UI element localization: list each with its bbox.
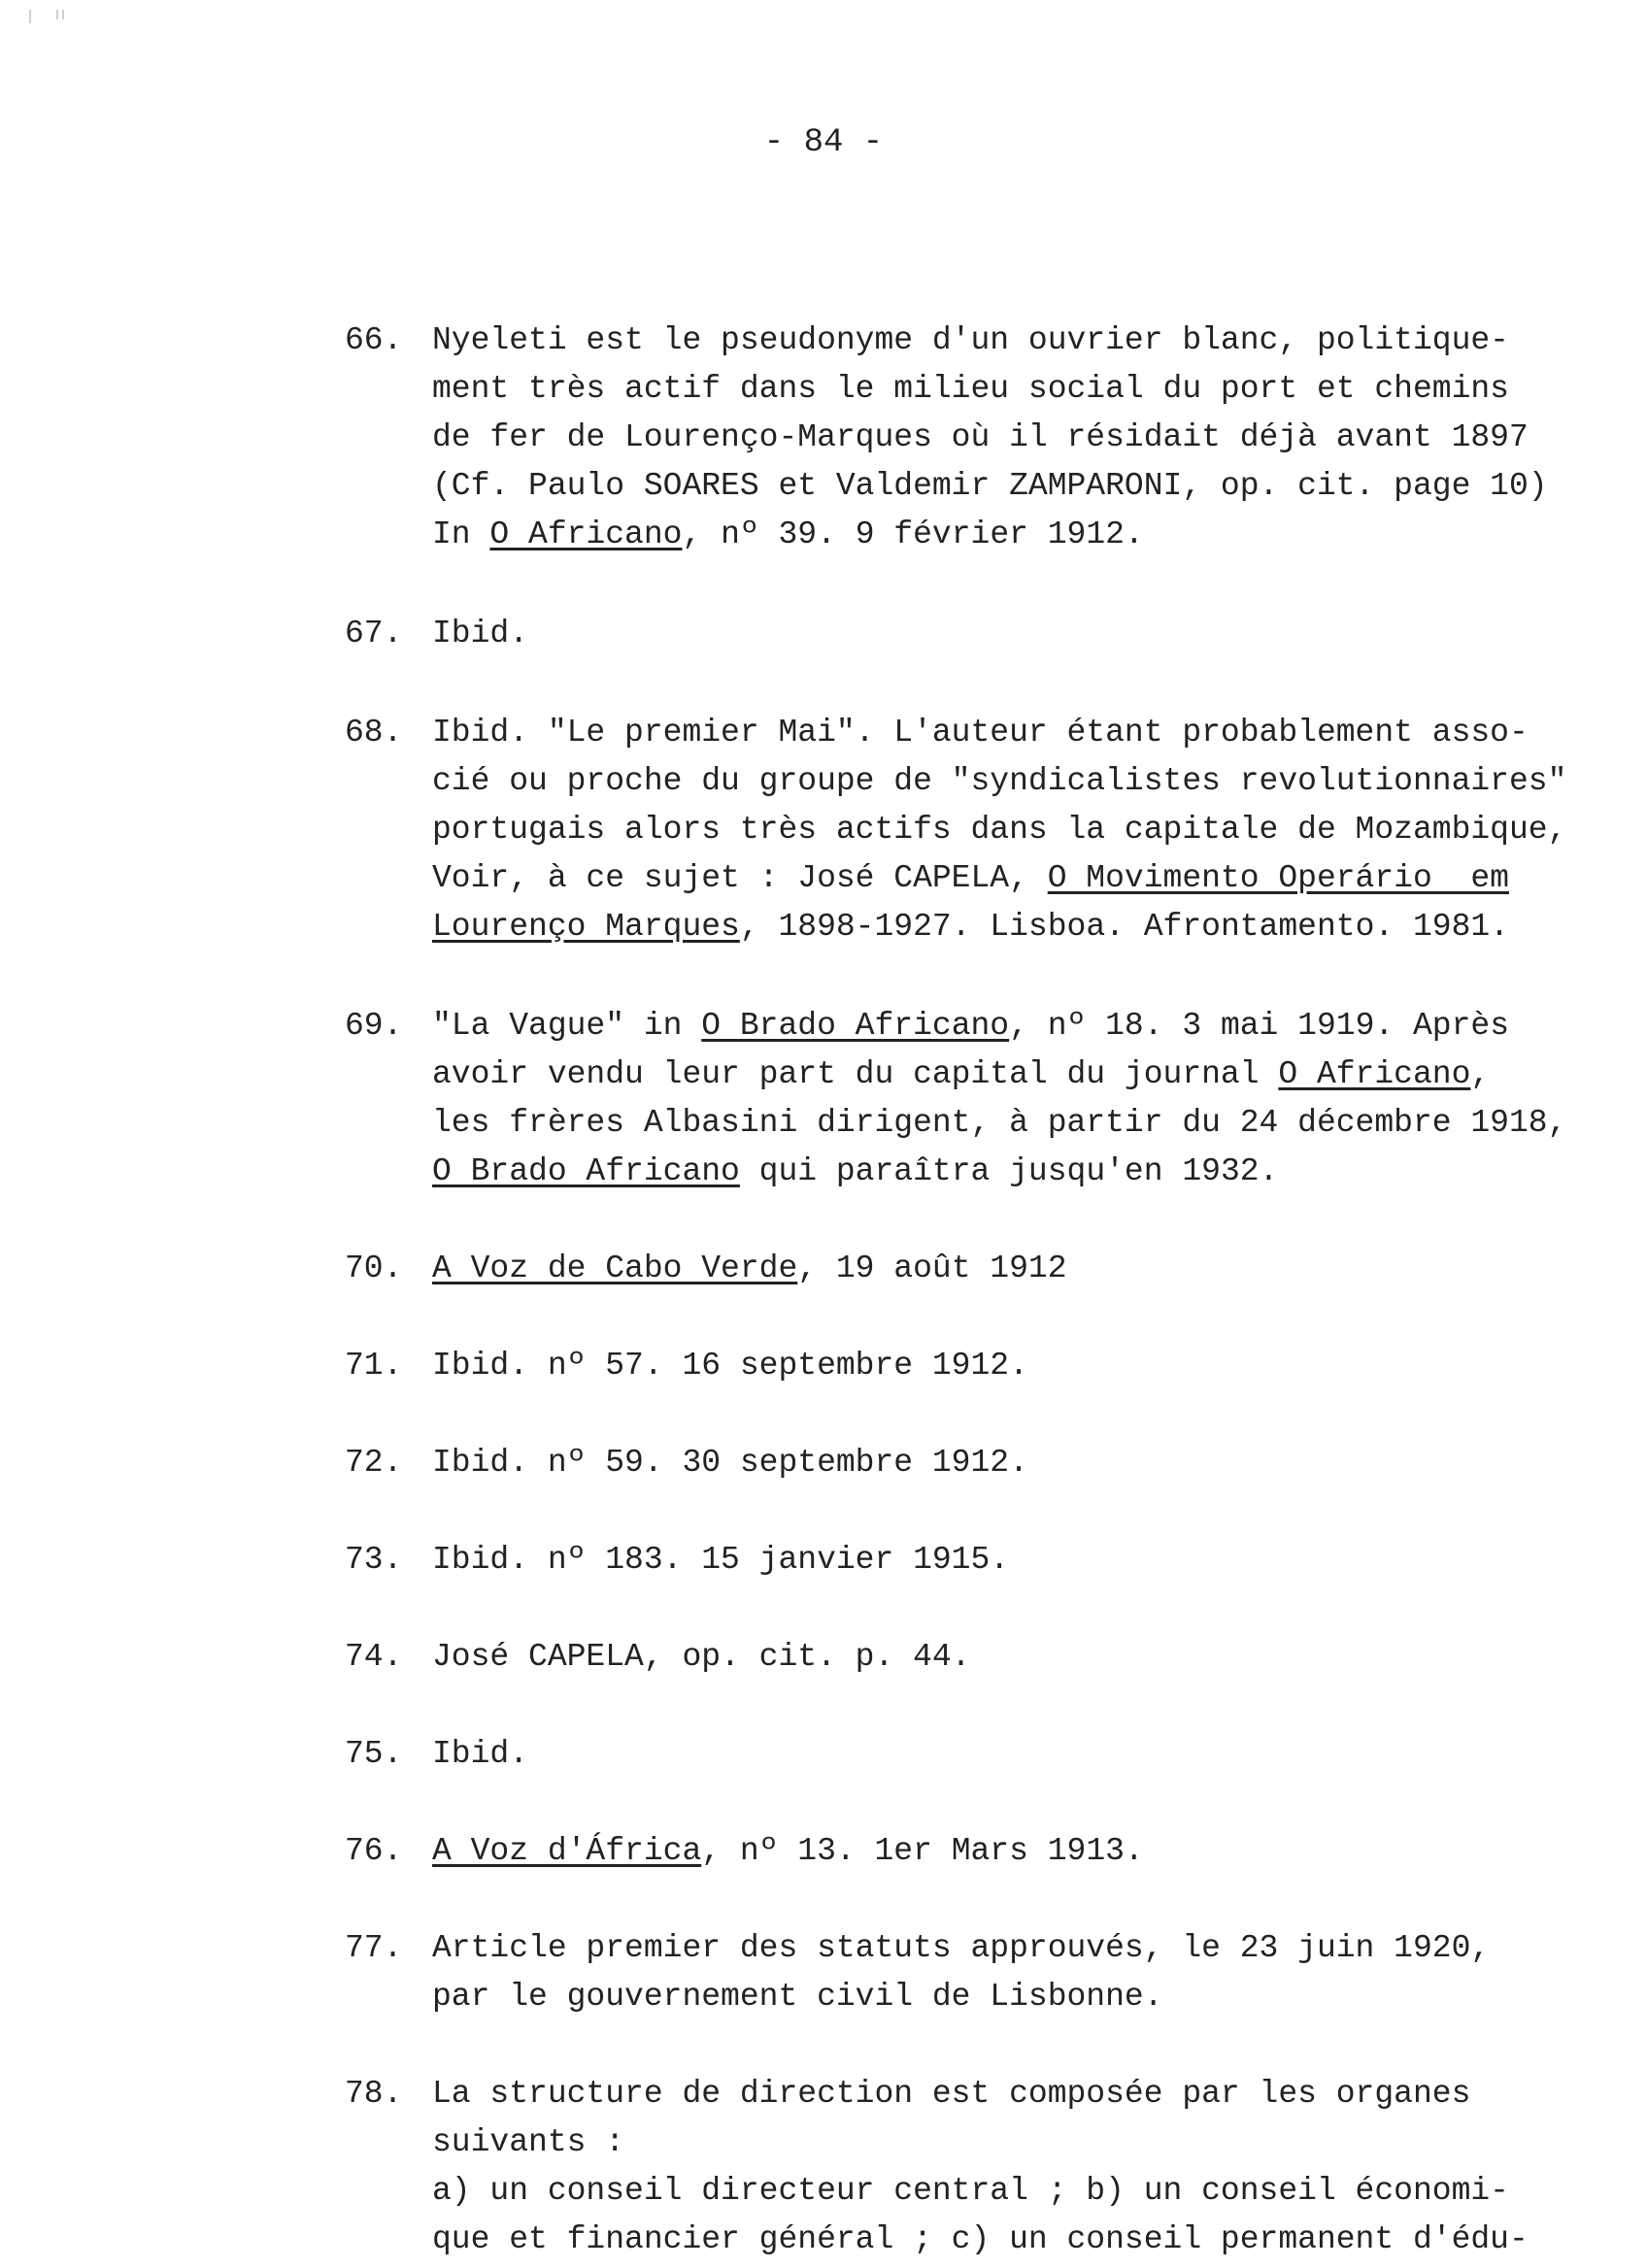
text-segment: Ibid. nº 183. 15 janvier 1915. <box>432 1542 1010 1578</box>
footnote-line <box>432 1099 1597 1148</box>
footnote-line <box>432 462 1597 511</box>
text-segment: La structure de direction est composée par les organes <box>432 2076 1471 2112</box>
underlined-title: Lourenço Marques <box>432 909 740 945</box>
text-segment: Article premier des statuts approuvés, le 23 juin 1920, <box>432 1930 1491 1966</box>
text-segment: par le gouvernement civil de Lisbonne. <box>432 1979 1163 2015</box>
footnote-line <box>432 317 1597 365</box>
text-segment: les frères Albasini dirigent, à partir du 24 décembre 1918, <box>432 1105 1567 1141</box>
footnote-number: 72. <box>345 1445 403 1481</box>
footnotes-list <box>345 268 1597 2264</box>
footnote-line <box>432 2070 1597 2118</box>
footnote-line <box>432 1439 1597 1487</box>
footnote-line <box>432 1342 1597 1390</box>
text-segment: , nº 13. 1er Mars 1913. <box>701 1833 1144 1869</box>
footnote <box>345 1536 1597 1584</box>
scan-artifact <box>29 10 31 23</box>
text-segment: portugais alors très actifs dans la capitale de Mozambique, <box>432 812 1567 848</box>
text-segment: "La Vague" in <box>432 1008 702 1044</box>
text-segment: , nº 39. 9 février 1912. <box>682 517 1144 552</box>
footnote-number: 67. <box>345 616 403 651</box>
text-segment: a) un conseil directeur central ; b) un conseil économi- <box>432 2173 1509 2209</box>
footnote-line <box>432 1973 1597 2021</box>
footnote-line <box>432 365 1597 414</box>
text-segment: (Cf. Paulo SOARES et Valdemir ZAMPARONI, op. cit. page 10) <box>432 468 1548 504</box>
underlined-title: O Brado Africano <box>701 1008 1010 1044</box>
footnote <box>345 1245 1597 1293</box>
footnote-number: 66. <box>345 322 403 358</box>
footnote-line <box>432 2167 1597 2216</box>
footnote-line <box>432 854 1597 903</box>
text-segment: , <box>1470 1056 1491 1092</box>
footnote-line <box>432 511 1597 559</box>
footnote <box>345 1633 1597 1682</box>
footnote <box>345 1924 1597 2021</box>
footnote <box>345 1342 1597 1390</box>
footnote <box>345 1439 1597 1487</box>
text-segment: avoir vendu leur part du capital du journal <box>432 1056 1279 1092</box>
footnote <box>345 709 1597 951</box>
footnote-line <box>432 2216 1597 2264</box>
footnote-number: 77. <box>345 1930 403 1966</box>
text-segment: Ibid. nº 57. 16 septembre 1912. <box>432 1348 1028 1384</box>
footnote-line <box>432 709 1597 757</box>
text-segment: qui paraîtra jusqu'en 1932. <box>739 1153 1279 1189</box>
underlined-title: O Brado Africano <box>432 1153 740 1189</box>
text-segment: Ibid. "Le premier Mai". L'auteur étant probablement asso- <box>432 715 1529 750</box>
underlined-title: O Africano <box>1278 1056 1471 1092</box>
footnote <box>345 317 1597 559</box>
footnote <box>345 610 1597 658</box>
scan-artifact <box>62 10 64 19</box>
footnote <box>345 2070 1597 2264</box>
footnote-line <box>432 1924 1597 1973</box>
underlined-title: O Africano <box>489 517 683 552</box>
text-segment: Nyeleti est le pseudonyme d'un ouvrier blanc, politique- <box>432 322 1509 358</box>
text-segment: , 19 août 1912 <box>797 1251 1067 1286</box>
footnote <box>345 1730 1597 1779</box>
footnote-number: 71. <box>345 1348 403 1384</box>
footnote-line <box>432 903 1597 951</box>
footnote-line <box>432 806 1597 854</box>
underlined-title: A Voz de Cabo Verde <box>432 1251 798 1286</box>
text-segment: de fer de Lourenço-Marques où il résidait déjà avant 1897 <box>432 419 1529 455</box>
footnote-line <box>432 1245 1597 1293</box>
scan-artifact <box>56 10 58 19</box>
text-segment: ment très actif dans le milieu social du port et chemins <box>432 371 1509 407</box>
footnote-number: 74. <box>345 1639 403 1675</box>
footnote-line <box>432 1536 1597 1584</box>
footnote-line <box>432 1051 1597 1099</box>
text-segment: Ibid. nº 59. 30 septembre 1912. <box>432 1445 1028 1481</box>
underlined-title: O Movimento Operário em <box>1047 860 1509 896</box>
text-segment: In <box>432 517 490 552</box>
footnote-line <box>432 1633 1597 1682</box>
footnote-number: 70. <box>345 1251 403 1286</box>
text-segment: suivants : <box>432 2124 625 2160</box>
footnote <box>345 1827 1597 1876</box>
footnote-line <box>432 1730 1597 1779</box>
underlined-title: A Voz d'África <box>432 1833 702 1869</box>
footnote-line <box>432 1002 1597 1051</box>
footnote-number: 73. <box>345 1542 403 1578</box>
footnote-line <box>432 414 1597 462</box>
footnote-number: 75. <box>345 1736 403 1772</box>
footnote <box>345 1002 1597 1196</box>
footnote-number: 76. <box>345 1833 403 1869</box>
text-segment: Voir, à ce sujet : José CAPELA, <box>432 860 1048 896</box>
footnote-number: 78. <box>345 2076 403 2112</box>
footnote-line <box>432 2118 1597 2167</box>
footnote-number: 68. <box>345 715 403 750</box>
text-segment: que et financier général ; c) un conseil permanent d'édu- <box>432 2221 1529 2257</box>
footnote-line <box>432 610 1597 658</box>
text-segment: Ibid. <box>432 616 529 651</box>
text-segment: , 1898-1927. Lisboa. Afrontamento. 1981. <box>739 909 1509 945</box>
text-segment: cié ou proche du groupe de "syndicalistes revolutionnaires" <box>432 763 1567 799</box>
text-segment: Ibid. <box>432 1736 529 1772</box>
footnote-line <box>432 1148 1597 1196</box>
footnote-line <box>432 757 1597 806</box>
text-segment: José CAPELA, op. cit. p. 44. <box>432 1639 971 1675</box>
text-segment: , nº 18. 3 mai 1919. Après <box>1009 1008 1509 1044</box>
footnote-number: 69. <box>345 1008 403 1044</box>
page-number: - 84 - <box>763 124 884 161</box>
footnote-line <box>432 1827 1597 1876</box>
